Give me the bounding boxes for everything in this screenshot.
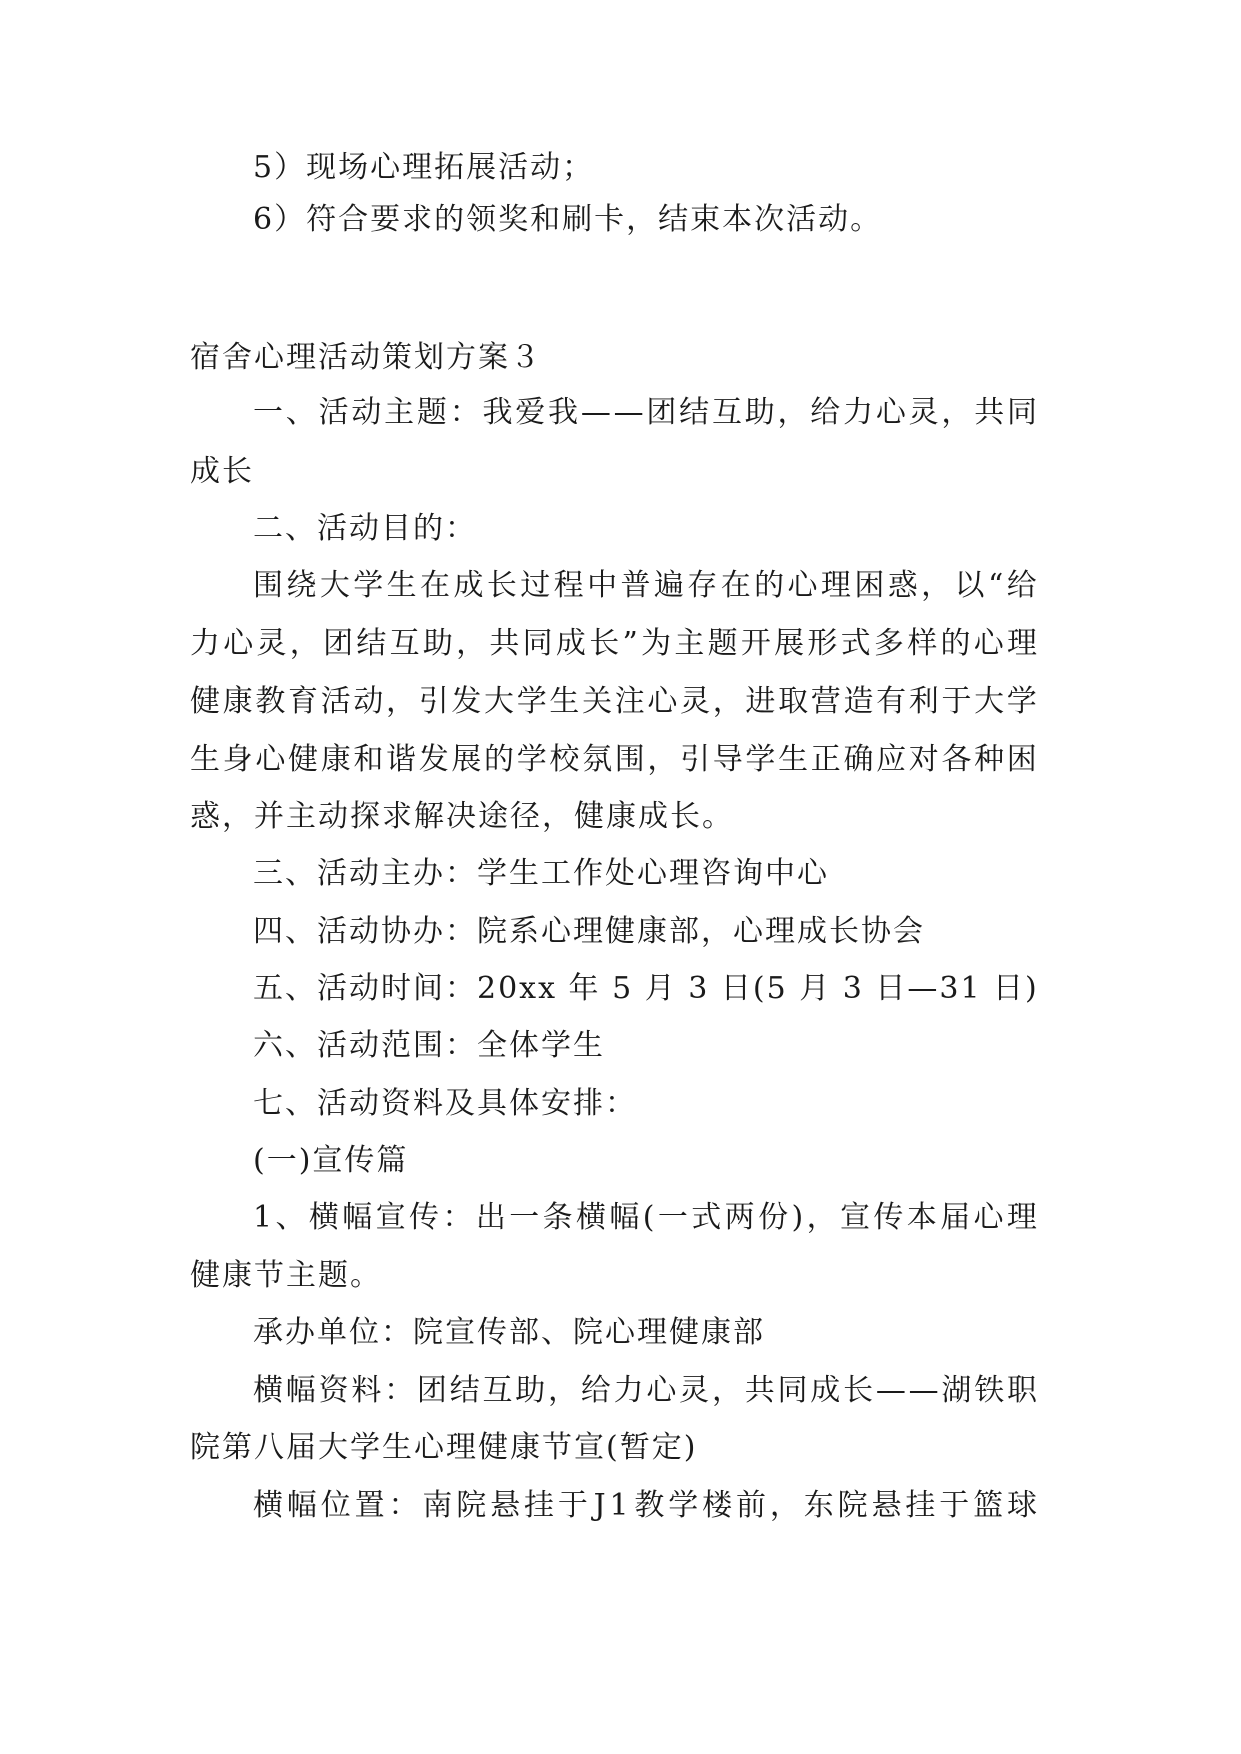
- paragraph-banner-cont: 健康节主题。: [190, 1258, 382, 1293]
- item-co-organizer: 四、活动协办：院系心理健康部，心理成长协会: [253, 914, 925, 949]
- paragraph-theme: 一 、 活 动 主 题 ： 我 爱 我 — — 团 结 互 助 ， 给 力 心 灵 ， 共 同: [253, 395, 1039, 430]
- paragraph-banner: 1 、 横 幅 宣 传 ： 出 一 条 横 幅 ( 一 式 两 份 ) ， 宣 传 本 届 心 理: [253, 1200, 1039, 1235]
- paragraph-purpose-2: 力 心 灵 ， 团 结 互 助 ， 共 同 成 长 ” 为 主 题 开 展 形 式 多 样 的 心 理: [190, 626, 1039, 661]
- paragraph-banner-content-cont: 院第八届大学生心理健康节宣(暂定): [190, 1430, 698, 1465]
- list-item-5: 5）现场心理拓展活动；: [253, 150, 595, 185]
- item-time: 五、活动时间：20xx 年 5 月 3 日(5 月 3 日—31 日): [253, 971, 1039, 1006]
- item-undertaker: 承办单位：院宣传部、院心理健康部: [253, 1315, 765, 1350]
- item-scope: 六、活动范围：全体学生: [253, 1028, 605, 1063]
- item-arrangement: 七、活动资料及具体安排：: [253, 1086, 637, 1121]
- paragraph-purpose-1: 围 绕 大 学 生 在 成 长 过 程 中 普 遍 存 在 的 心 理 困 惑 ， 以 “ 给: [253, 568, 1039, 603]
- section-title: 宿舍心理活动策划方案３: [190, 340, 542, 375]
- item-organizer: 三、活动主办：学生工作处心理咨询中心: [253, 856, 829, 891]
- paragraph-banner-content: 横 幅 资 料 ： 团 结 互 助 ， 给 力 心 灵 ， 共 同 成 长 — — 湖 铁 职: [253, 1373, 1039, 1408]
- paragraph-banner-location: 横 幅 位 置 ： 南 院 悬 挂 于 J 1 教 学 楼 前 ， 东 院 悬 挂 于 篮 球: [253, 1488, 1039, 1523]
- heading-purpose: 二、活动目的：: [253, 511, 477, 546]
- paragraph-purpose-4: 生 身 心 健 康 和 谐 发 展 的 学 校 氛 围 ， 引 导 学 生 正 确 应 对 各 种 困: [190, 742, 1039, 777]
- paragraph-purpose-3: 健 康 教 育 活 动 ， 引 发 大 学 生 关 注 心 灵 ， 进 取 营 造 有 利 于 大 学: [190, 684, 1039, 719]
- paragraph-purpose-5: 惑，并主动探求解决途径，健康成长。: [190, 799, 734, 834]
- list-item-6: 6）符合要求的领奖和刷卡，结束本次活动。: [253, 202, 883, 237]
- sub-heading-publicity: (一)宣传篇: [253, 1143, 409, 1178]
- paragraph-theme-cont: 成长: [190, 454, 254, 489]
